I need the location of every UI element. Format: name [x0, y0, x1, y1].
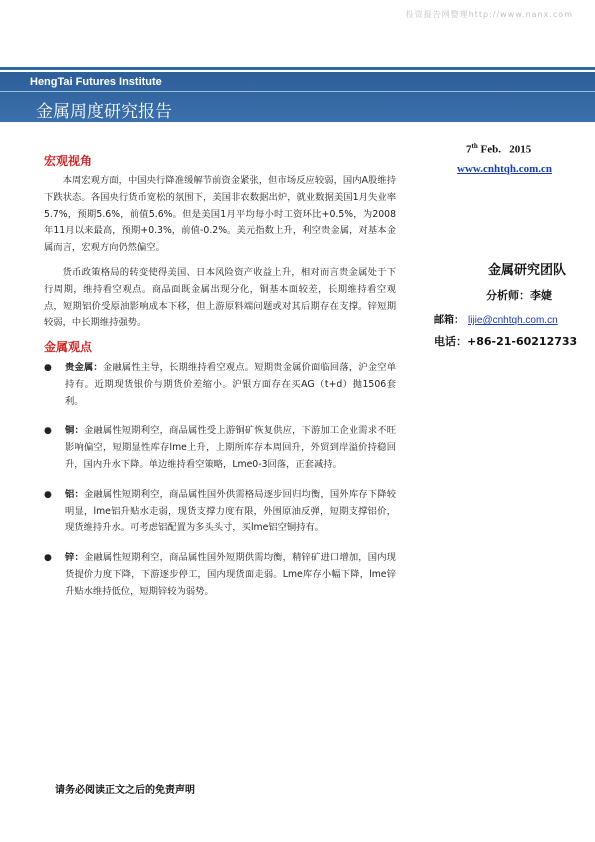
website-link[interactable]: www.cnhtqh.com.cn — [457, 163, 553, 175]
item-text: 金融属性短期利空，商品属性国外短期供需均衡，精锌矿进口增加，国内现货提价力度下降，下游逐步停工，国内现货面走弱。Lme库存小幅下降，lme锌升贴水维持低位，短期锌较为弱势。 — [65, 552, 396, 597]
bullet-icon: ● — [44, 426, 52, 437]
email-line — [434, 311, 558, 326]
phone-label: 电话： — [434, 335, 467, 348]
item-label: 贵金属： — [65, 362, 103, 373]
item-text: 金融属性短期利空，商品属性受上游铜矿恢复供应，下游加工企业需求不旺影响偏空，短期显性库存lme上升，上期所库存本周回升，外贸到岸溢价持稳回升，国内升水下降。单边维持看空策略，Lme0-3回落，正套减持。 — [65, 425, 396, 470]
phone-line — [434, 333, 577, 349]
analyst-line — [486, 287, 552, 303]
analyst-label: 分析师： — [486, 289, 530, 302]
views-section-title: 金属观点 — [44, 340, 93, 354]
item-label: 铜： — [65, 425, 84, 437]
views-list — [44, 360, 396, 601]
list-item-aluminum — [44, 487, 396, 537]
bullet-icon: ● — [44, 363, 52, 373]
list-item-zinc — [44, 550, 396, 600]
bullet-icon: ● — [44, 553, 52, 564]
macro-section-title: 宏观视角 — [44, 154, 93, 168]
item-label: 锌： — [65, 552, 84, 564]
email-link[interactable]: lijie@cnhtqh.com.cn — [468, 315, 558, 326]
report-title: 金属周度研究报告 — [36, 102, 172, 122]
header-band — [0, 72, 595, 122]
institute-name: HengTai Futures Institute — [30, 76, 162, 88]
date-suffix: th — [471, 142, 478, 150]
email-label: 邮箱： — [434, 315, 464, 326]
date-day: 7 — [466, 143, 472, 156]
phone-number: +86-21-60212733 — [467, 335, 578, 348]
disclaimer-text: 请务必阅读正文之后的免责声明 — [55, 785, 195, 796]
macro-paragraph-1: 本周宏观方面，中国央行降准缓解节前资金紧张，但市场反应较弱，国内A股维持下跌状态。各国央行货币宽松的氛围下，美国非农数据出炉，就业数据美国1月失业率5.7%，预期5.6%，前值5.6%。但是美国1月平均每小时工资环比+0.5%，为2008年11月以来最高，预期+0.3%，前值-0.2%。美元指数上升，利空贵金属，对基本金属而言，宏观方向仍然偏空。 — [44, 175, 396, 254]
header-divider — [0, 91, 595, 92]
watermark-text: 投资报告网整理http://www.nanx.com — [405, 10, 573, 19]
report-date — [466, 142, 531, 156]
item-text: 金融属性短期利空，商品属性国外供需格局逐步回归均衡，国外库存下降较明显，lme铝升贴水走弱，现货支撑力度有限，外围原油反弹，短期支撑铝价，现货维持升水。可考虑铝配置为多头头寸，买lme铝空铜持有。 — [65, 488, 396, 534]
header-top-rule — [0, 67, 595, 70]
date-rest: Feb. 2015 — [477, 143, 532, 156]
list-item-precious-metals — [44, 360, 396, 410]
macro-paragraph-2: 货币政策格局的转变使得美国、日本风险资产收益上升，相对而言贵金属处于下行周期，维持看空观点。商品面既金属出现分化，铜基本面较差，长期维持看空观点，短期铝价受原油影响成本下移，但上游原料端问题或对其后期存在支撑。锌短期较弱，中长期维持强势。 — [44, 267, 396, 329]
analyst-name: 李婕 — [530, 289, 552, 302]
item-label: 铝： — [65, 488, 84, 500]
list-item-copper — [44, 423, 396, 473]
item-text: 金融属性主导，长期维持看空观点。短期贵金属价面临回落，沪金空单持有。近期现货银价与期货价差缩小。沪银方面存在买AG（t+d）抛1506套利。 — [65, 362, 396, 407]
team-name: 金属研究团队 — [488, 263, 567, 278]
bullet-icon: ● — [44, 489, 52, 500]
